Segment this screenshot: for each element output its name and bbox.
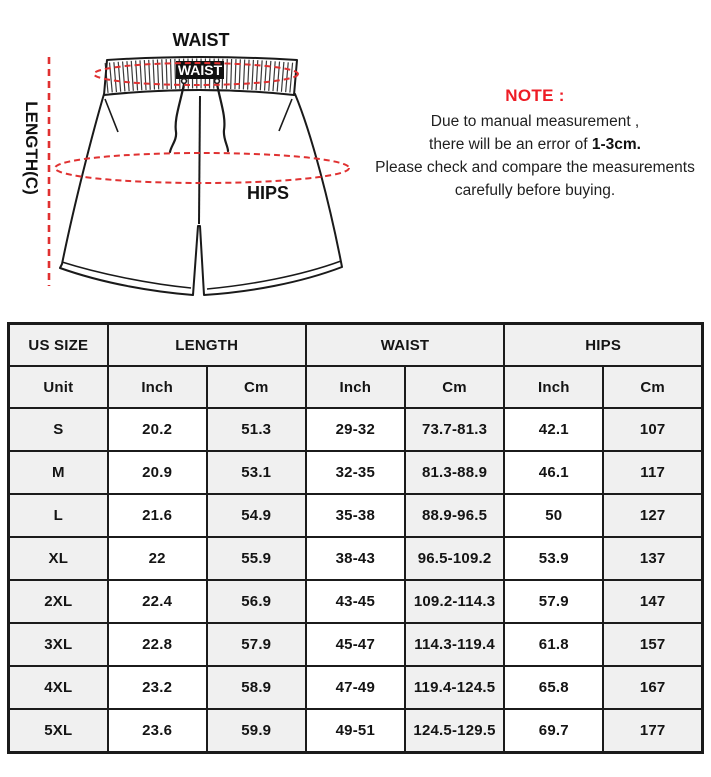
size-row-xl: [9, 537, 703, 580]
length-cm-cell: 55.9: [207, 537, 306, 580]
length-cm-cell: 54.9: [207, 494, 306, 537]
waist-badge-label: WAIST: [177, 62, 223, 78]
waist-cm-cell: 88.9-96.5: [405, 494, 504, 537]
size-table: [7, 322, 704, 754]
waist-inch-cell: 45-47: [306, 623, 405, 666]
group-header-row: [9, 324, 703, 367]
hips-inch-header: Inch: [504, 366, 603, 408]
size-cell: L: [9, 494, 108, 537]
waist-inch-cell: 47-49: [306, 666, 405, 709]
waist-inch-cell: 49-51: [306, 709, 405, 753]
note-line-1: Due to manual measurement ,: [430, 113, 640, 130]
note-line-4: carefully before buying.: [454, 182, 616, 199]
hips-cm-cell: 147: [603, 580, 702, 623]
size-row-2xl: [9, 580, 703, 623]
waist-cm-cell: 109.2-114.3: [405, 580, 504, 623]
length-inch-header: Inch: [108, 366, 207, 408]
length-inch-cell: 20.9: [108, 451, 207, 494]
hips-inch-cell: 61.8: [504, 623, 603, 666]
waist-inch-cell: 32-35: [306, 451, 405, 494]
note-title: NOTE :: [505, 86, 565, 105]
length-cm-cell: 57.9: [207, 623, 306, 666]
hips-inch-cell: 69.7: [504, 709, 603, 753]
size-cell: M: [9, 451, 108, 494]
size-row-4xl: [9, 666, 703, 709]
waist-cm-cell: 119.4-124.5: [405, 666, 504, 709]
size-row-5xl: [9, 709, 703, 753]
length-cm-cell: 59.9: [207, 709, 306, 753]
size-cell: S: [9, 408, 108, 451]
hips-cm-cell: 167: [603, 666, 702, 709]
length-cm-cell: 58.9: [207, 666, 306, 709]
header-hips: HIPS: [504, 324, 702, 367]
size-row-l: [9, 494, 703, 537]
waist-cm-header: Cm: [405, 366, 504, 408]
hips-cm-cell: 117: [603, 451, 702, 494]
waist-cm-cell: 114.3-119.4: [405, 623, 504, 666]
waist-top-label: WAIST: [172, 30, 230, 50]
waist-inch-cell: 38-43: [306, 537, 405, 580]
hips-cm-cell: 107: [603, 408, 702, 451]
hips-inch-cell: 57.9: [504, 580, 603, 623]
hips-cm-header: Cm: [603, 366, 702, 408]
right-eyelet: [215, 79, 220, 84]
waist-cm-cell: 73.7-81.3: [405, 408, 504, 451]
hips-inch-cell: 42.1: [504, 408, 603, 451]
size-row-3xl: [9, 623, 703, 666]
header-waist: WAIST: [306, 324, 504, 367]
unit-label: Unit: [9, 366, 108, 408]
length-inch-cell: 20.2: [108, 408, 207, 451]
header-us-size: US SIZE: [9, 324, 108, 367]
size-cell: XL: [9, 537, 108, 580]
length-inch-cell: 23.2: [108, 666, 207, 709]
waist-cm-cell: 81.3-88.9: [405, 451, 504, 494]
hips-cm-cell: 177: [603, 709, 702, 753]
length-inch-cell: 21.6: [108, 494, 207, 537]
waist-inch-cell: 35-38: [306, 494, 405, 537]
note-line-2: [363, 133, 707, 156]
length-cm-cell: 56.9: [207, 580, 306, 623]
left-eyelet: [182, 79, 187, 84]
note-line-2-text: there will be an error of: [429, 136, 592, 153]
hips-cm-cell: 127: [603, 494, 702, 537]
size-cell: 3XL: [9, 623, 108, 666]
hips-cm-cell: 157: [603, 623, 702, 666]
waist-inch-header: Inch: [306, 366, 405, 408]
waist-inch-cell: 29-32: [306, 408, 405, 451]
header-length: LENGTH: [108, 324, 306, 367]
note-block: [363, 84, 707, 202]
hips-cm-cell: 137: [603, 537, 702, 580]
size-row-s: [9, 408, 703, 451]
hips-label: HIPS: [246, 183, 290, 203]
length-inch-cell: 23.6: [108, 709, 207, 753]
waist-cm-cell: 96.5-109.2: [405, 537, 504, 580]
length-label: LENGTH(C): [22, 101, 41, 195]
length-cm-cell: 53.1: [207, 451, 306, 494]
length-inch-cell: 22: [108, 537, 207, 580]
hips-inch-cell: 65.8: [504, 666, 603, 709]
note-line-2-bold: 1-3cm.: [591, 136, 641, 153]
center-front-seam: [199, 96, 200, 224]
size-cell: 5XL: [9, 709, 108, 753]
hips-inch-cell: 46.1: [504, 451, 603, 494]
hips-inch-cell: 53.9: [504, 537, 603, 580]
length-cm-cell: 51.3: [207, 408, 306, 451]
waist-inch-cell: 43-45: [306, 580, 405, 623]
size-cell: 2XL: [9, 580, 108, 623]
size-row-m: [9, 451, 703, 494]
hips-inch-cell: 50: [504, 494, 603, 537]
unit-header-row: [9, 366, 703, 408]
length-inch-cell: 22.8: [108, 623, 207, 666]
waist-cm-cell: 124.5-129.5: [405, 709, 504, 753]
shorts-body-outline: [60, 90, 342, 295]
length-cm-header: Cm: [207, 366, 306, 408]
size-cell: 4XL: [9, 666, 108, 709]
note-line-3: Please check and compare the measurements: [375, 159, 695, 176]
length-inch-cell: 22.4: [108, 580, 207, 623]
